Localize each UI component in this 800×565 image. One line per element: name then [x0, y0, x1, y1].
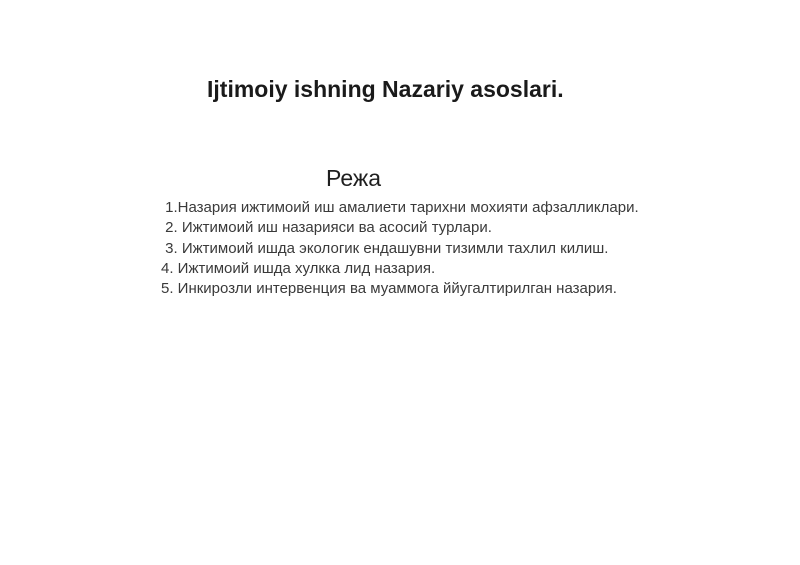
plan-item: 2. Ижтимоий иш назарияси ва асосий турлари.: [161, 219, 492, 237]
plan-list: [161, 198, 639, 299]
plan-item: 1.Назария ижтимоий иш амалиети тарихни мохияти афзалликлари.: [161, 199, 639, 216]
slide-title: Ijtimoiy ishning Nazariy asoslari.: [207, 76, 564, 102]
plan-item: 5. Инкирозли интервенция ва муаммога ййугалтирилган назария.: [161, 280, 617, 298]
plan-item: 4. Ижтимоий ишда хулкка лид назария.: [161, 259, 436, 277]
plan-heading: Режа: [326, 165, 382, 191]
plan-item: 3. Ижтимоий ишда экологик ендашувни тизимли тахлил килиш.: [161, 239, 609, 257]
